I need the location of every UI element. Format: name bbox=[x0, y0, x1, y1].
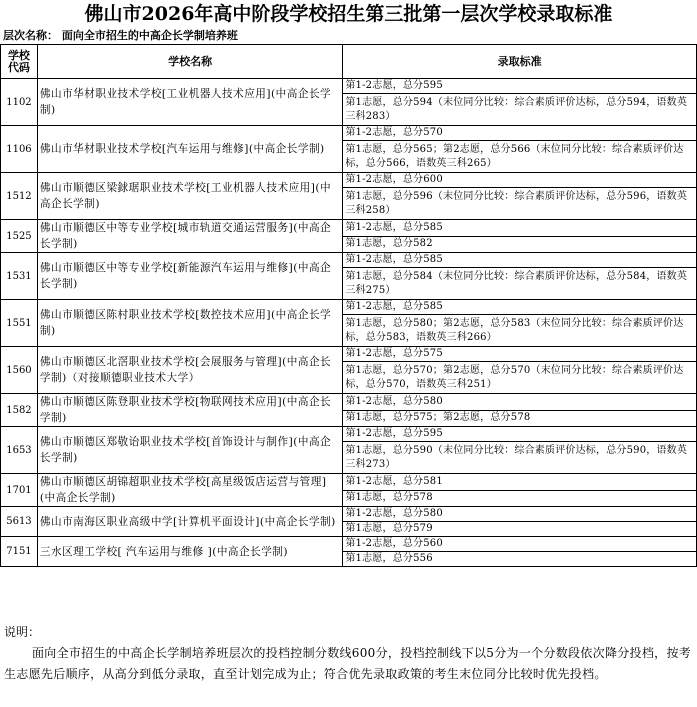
admission-standard: 第1志愿，总分582 bbox=[343, 236, 697, 253]
school-code: 1551 bbox=[1, 300, 38, 347]
admission-standard: 第1志愿，总分580；第2志愿，总分583（末位同分比较：综合素质评价达标，总分583，语数英三科266） bbox=[343, 315, 697, 347]
school-name: 佛山市顺德区陈登职业技术学校[物联网技术应用](中高企长学制) bbox=[37, 394, 342, 427]
school-name: 佛山市顺德区胡锦超职业技术学校[高星级饭店运营与管理](中高企长学制) bbox=[37, 474, 342, 507]
school-name: 佛山市顺德区陈村职业技术学校[数控技术应用](中高企长学制) bbox=[37, 300, 342, 347]
page-title: 佛山市2026年高中阶段学校招生第三批第一层次学校录取标准 bbox=[84, 3, 613, 25]
admission-standard: 第1-2志愿，总分585 bbox=[343, 300, 697, 315]
admission-standard: 第1-2志愿，总分560 bbox=[343, 537, 697, 552]
school-name: 佛山市华材职业技术学校[汽车运用与维修](中高企长学制) bbox=[37, 126, 342, 173]
school-code: 1582 bbox=[1, 394, 38, 427]
admission-standard: 第1志愿，总分556 bbox=[343, 552, 697, 567]
school-name: 佛山市顺德区北滘职业技术学校[会展服务与管理](中高企长学制)（对接顺德职业技术大学） bbox=[37, 347, 342, 394]
admission-table bbox=[0, 44, 697, 567]
school-name: 三水区理工学校[ 汽车运用与维修 ](中高企长学制) bbox=[37, 537, 342, 567]
table-row bbox=[1, 79, 697, 94]
admission-standard: 第1-2志愿，总分570 bbox=[343, 126, 697, 141]
admission-standard: 第1-2志愿，总分581 bbox=[343, 474, 697, 491]
admission-standard: 第1-2志愿，总分580 bbox=[343, 507, 697, 522]
school-code: 1531 bbox=[1, 253, 38, 300]
school-name: 佛山市顺德区郑敬诒职业技术学校[首饰设计与制作](中高企长学制) bbox=[37, 427, 342, 474]
school-code: 1106 bbox=[1, 126, 38, 173]
admission-standard: 第1志愿，总分579 bbox=[343, 522, 697, 537]
admission-standard: 第1志愿，总分584（末位同分比较：综合素质评价达标，总分584，语数英三科275） bbox=[343, 268, 697, 300]
table-row bbox=[1, 253, 697, 268]
school-code: 1525 bbox=[1, 220, 38, 253]
school-code: 1701 bbox=[1, 474, 38, 507]
table-row bbox=[1, 220, 697, 237]
admission-standard: 第1-2志愿，总分575 bbox=[343, 347, 697, 362]
admission-standard: 第1-2志愿，总分595 bbox=[343, 79, 697, 94]
notes-text: 面向全市招生的中高企长学制培养班层次的投档控制分数线600分，投档控制线下以5分为一个分数段依次降分投档，按考生志愿先后顺序，从高分到低分录取，直至计划完成为止；符合优先录取政策的考生末位同分比较时优先投档。 bbox=[4, 646, 692, 681]
table-body bbox=[1, 79, 697, 567]
table-row bbox=[1, 347, 697, 362]
notes-label: 说明： bbox=[4, 625, 41, 639]
table-row bbox=[1, 474, 697, 491]
header-standard: 录取标准 bbox=[343, 45, 697, 79]
admission-standard: 第1志愿，总分575；第2志愿，总分578 bbox=[343, 410, 697, 427]
table-header-row bbox=[1, 45, 697, 79]
table-row bbox=[1, 173, 697, 188]
table-row bbox=[1, 427, 697, 442]
school-code: 1512 bbox=[1, 173, 38, 220]
school-name: 佛山市顺德区梁銶琚职业技术学校[工业机器人技术应用](中高企长学制) bbox=[37, 173, 342, 220]
admission-standard: 第1志愿，总分590（末位同分比较：综合素质评价达标，总分590，语数英三科273） bbox=[343, 442, 697, 474]
header-name: 学校名称 bbox=[37, 45, 342, 79]
tier-name: 层次名称： 面向全市招生的中高企长学制培养班 bbox=[3, 29, 238, 42]
table-row bbox=[1, 300, 697, 315]
table-row bbox=[1, 537, 697, 552]
school-name: 佛山市顺德区中等专业学校[新能源汽车运用与维修](中高企长学制) bbox=[37, 253, 342, 300]
admission-standard: 第1志愿，总分578 bbox=[343, 490, 697, 507]
admission-standard: 第1-2志愿，总分585 bbox=[343, 253, 697, 268]
school-code: 1653 bbox=[1, 427, 38, 474]
admission-standard: 第1志愿，总分596（末位同分比较：综合素质评价达标，总分596，语数英三科258） bbox=[343, 188, 697, 220]
notes bbox=[4, 622, 694, 685]
admission-standard: 第1-2志愿，总分585 bbox=[343, 220, 697, 237]
school-code: 1560 bbox=[1, 347, 38, 394]
header-code: 学校代码 bbox=[1, 45, 38, 79]
admission-standard: 第1志愿，总分594（末位同分比较：综合素质评价达标，总分594，语数英三科283） bbox=[343, 94, 697, 126]
admission-standard: 第1-2志愿，总分600 bbox=[343, 173, 697, 188]
school-name: 佛山市华材职业技术学校[工业机器人技术应用](中高企长学制) bbox=[37, 79, 342, 126]
admission-standard: 第1-2志愿，总分580 bbox=[343, 394, 697, 411]
school-name: 佛山市南海区职业高级中学[计算机平面设计](中高企长学制) bbox=[37, 507, 342, 537]
table-row bbox=[1, 394, 697, 411]
table-row bbox=[1, 507, 697, 522]
admission-standard: 第1-2志愿，总分595 bbox=[343, 427, 697, 442]
school-code: 7151 bbox=[1, 537, 38, 567]
admission-standard: 第1志愿，总分565；第2志愿，总分566（末位同分比较：综合素质评价达标，总分566，语数英三科265） bbox=[343, 141, 697, 173]
school-code: 1102 bbox=[1, 79, 38, 126]
school-code: 5613 bbox=[1, 507, 38, 537]
school-name: 佛山市顺德区中等专业学校[城市轨道交通运营服务](中高企长学制) bbox=[37, 220, 342, 253]
admission-standard: 第1志愿，总分570；第2志愿，总分570（末位同分比较：综合素质评价达标，总分570，语数英三科251） bbox=[343, 362, 697, 394]
table-row bbox=[1, 126, 697, 141]
